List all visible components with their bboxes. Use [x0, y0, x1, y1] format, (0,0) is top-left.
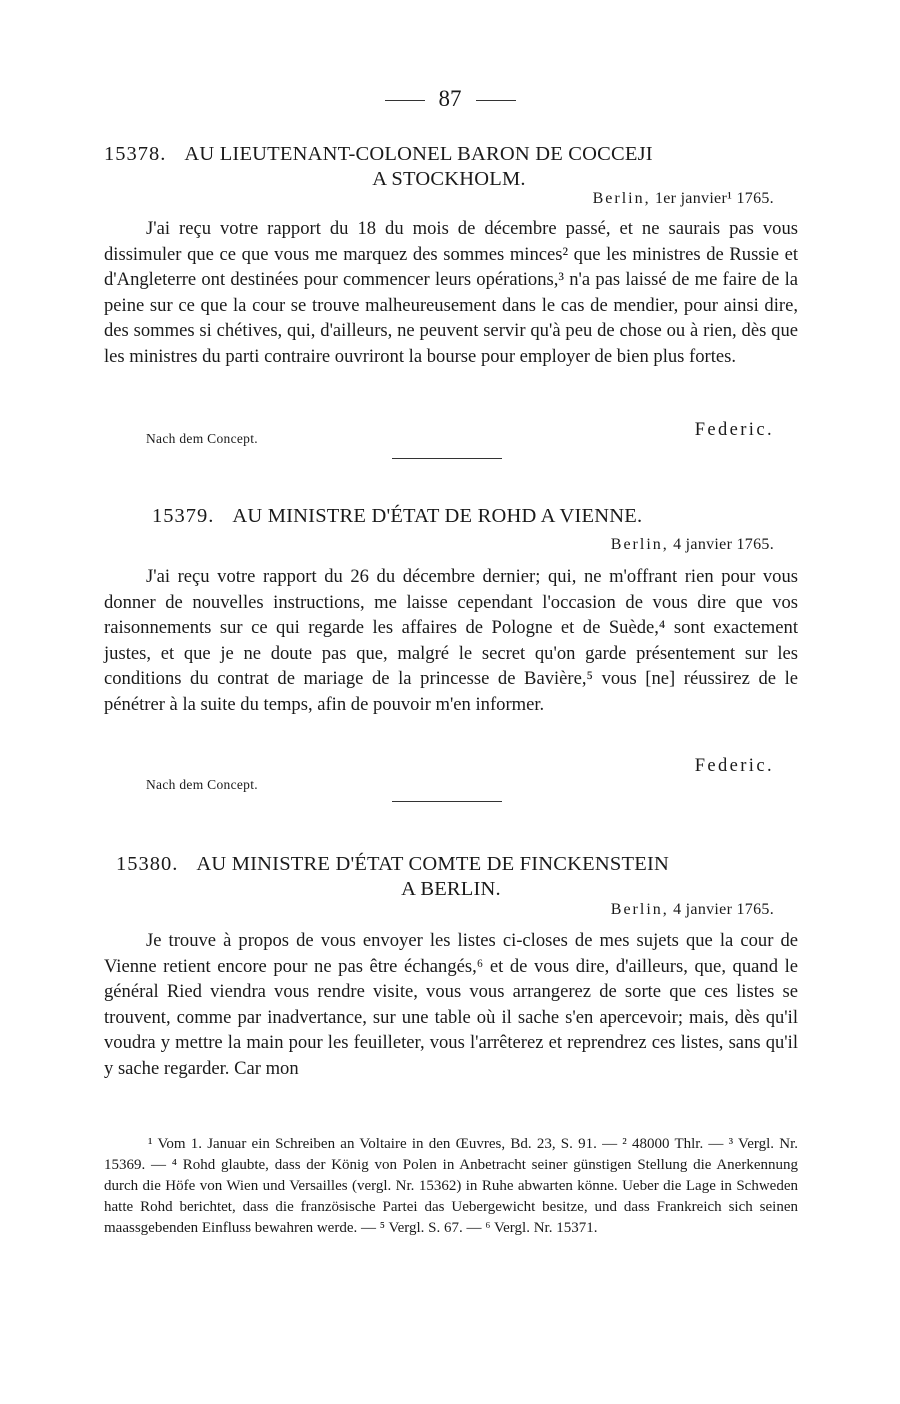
- signature: Federic.: [694, 756, 774, 776]
- letter-paragraph: J'ai reçu votre rapport du 18 du mois de décembre passé, et ne saurais pas vous dissimuler que ce que vous me marquez des sommes minces² que les ministres de Russie et d'Angleterre ont destinées pour commencer leurs opérations,³ n'a pas laissé de me faire de la peine sur ce que la cour se trouve malheureusement dans le cas de mendier, pour ainsi dire, des sommes si chétives, qui, d'ailleurs, ne peuvent servir qu'à peu de chose ou à rien, dès que les ministres du parti contraire ouvriront la bourse pour employer de bien plus fortes.: [104, 218, 798, 367]
- letter-body-15378: [104, 216, 798, 370]
- page-number: [0, 86, 900, 112]
- concept-note: Nach dem Concept.: [146, 431, 258, 446]
- date-place: Berlin,: [610, 536, 669, 553]
- letter-paragraph: J'ai reçu votre rapport du 26 du décembre dernier; qui, ne m'offrant rien pour vous donner de nouvelles instructions, me laisse cependant l'occasion de vous dire que vos raisonnements sur ce qui regarde les affaires de Pologne et de Suède,⁴ sont exactement justes, et que je ne doute pas que, malgré le secret qu'on garde présentement sur les conditions du contrat de mariage de la princesse de Bavière,⁵ vous [ne] réussirez de le pénétrer à la suite du temps, afin de pouvoir m'en informer.: [104, 566, 798, 715]
- footnote-text: ¹ Vom 1. Januar ein Schreiben an Voltaire in den Œuvres, Bd. 23, S. 91. — ² 48000 Thlr. — ³ Vergl. Nr. 15369. — ⁴ Rohd glaubte, dass der König von Polen in Anbetracht seiner günstigen Stellung die Anerkennung durch die Höfe von Wien und Versailles (vergl. Nr. 15362) in Ruhe abwarten könne. Ueber die Lage in Schweden hatte Rohd berichtet, dass die französische Partei das Uebergewicht besitze, und dass Frankreich sich seinen maassgebenden Einfluss bewahren werde. — ⁵ Vergl. S. 67. — ⁶ Vergl. Nr. 15371.: [104, 1136, 798, 1236]
- letter-location: A BERLIN.: [401, 878, 501, 900]
- letter-heading-15378: [104, 142, 794, 192]
- letter-number: 15380.: [116, 853, 179, 875]
- date-place: Berlin,: [610, 901, 669, 918]
- page-number-dash-right: [476, 100, 516, 101]
- letter-dateline-15380: [611, 901, 774, 919]
- letter-heading-15379: [152, 504, 752, 529]
- letter-addressee: AU LIEUTENANT-COLONEL BARON DE COCCEJI: [184, 143, 653, 165]
- letter-dateline-15379: [611, 536, 774, 554]
- footnotes: [104, 1134, 798, 1239]
- signature: Federic.: [694, 420, 774, 440]
- date-text: 4 janvier 1765.: [673, 536, 774, 553]
- letter-number: 15379.: [152, 505, 215, 527]
- section-divider: [392, 458, 502, 459]
- letter-number: 15378.: [104, 143, 167, 165]
- letter-heading-15380: [116, 852, 786, 902]
- date-text: 1er janvier¹ 1765.: [654, 190, 774, 207]
- page-number-text: 87: [438, 86, 462, 111]
- page-number-dash-left: [385, 100, 425, 101]
- letter-addressee: AU MINISTRE D'ÉTAT COMTE DE FINCKENSTEIN: [196, 853, 669, 875]
- letter-body-15379: [104, 564, 798, 718]
- letter-body-15380: [104, 928, 798, 1082]
- letter-location: A STOCKHOLM.: [372, 168, 526, 190]
- letter-paragraph: Je trouve à propos de vous envoyer les listes ci-closes de mes sujets que la cour de Vienne retient encore pour ne pas être échangés,⁶ et de vous dire, d'ailleurs, que, quand le général Ried viendra vous rendre visite, vous vous arrangerez de sorte que ces listes se trouvent, comme par inadvertance, sur une table où il sache s'en apercevoir; mais, dès qu'il voudra y mettre la main pour les feuilleter, vous l'arrêterez et reprendrez ces listes, sans qu'il y sache regarder. Car mon: [104, 930, 798, 1079]
- concept-note: Nach dem Concept.: [146, 777, 258, 792]
- letter-addressee: AU MINISTRE D'ÉTAT DE ROHD A VIENNE.: [232, 505, 643, 527]
- date-place: Berlin,: [592, 190, 651, 207]
- letter-dateline-15378: [593, 190, 774, 208]
- section-divider: [392, 801, 502, 802]
- date-text: 4 janvier 1765.: [673, 901, 774, 918]
